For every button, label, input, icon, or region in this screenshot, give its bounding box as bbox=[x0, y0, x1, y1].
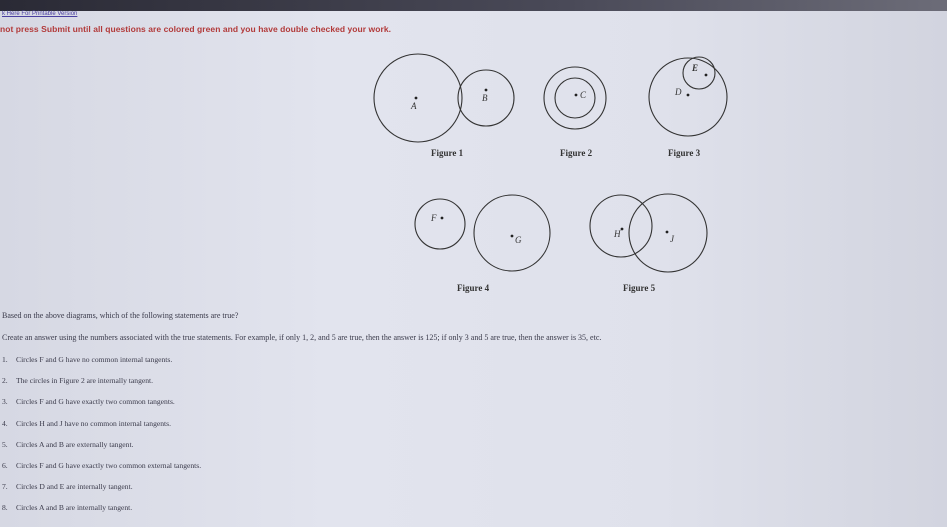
point-g bbox=[511, 235, 514, 238]
statement-number: 6. bbox=[2, 460, 8, 470]
statement-number: 7. bbox=[2, 482, 8, 492]
statement-item bbox=[2, 503, 201, 524]
statement-text: Circles A and B are internally tangent. bbox=[16, 503, 133, 513]
point-f bbox=[441, 217, 444, 220]
statement-item bbox=[2, 376, 201, 397]
point-c bbox=[575, 94, 578, 97]
statement-text: Circles F and G have no common internal tangents. bbox=[16, 355, 173, 364]
statement-item bbox=[2, 397, 201, 418]
question-prompt: Based on the above diagrams, which of the following statements are true? bbox=[2, 311, 239, 320]
circle-j bbox=[629, 194, 707, 272]
label-f: F bbox=[431, 213, 437, 223]
statement-number: 1. bbox=[2, 355, 8, 364]
circle-f bbox=[415, 199, 465, 249]
statement-list bbox=[2, 355, 201, 525]
circle-e bbox=[683, 57, 715, 89]
statement-number: 2. bbox=[2, 376, 8, 386]
caption-figure-4: Figure 4 bbox=[457, 283, 490, 293]
label-b: B bbox=[482, 93, 488, 103]
label-g: G bbox=[515, 235, 522, 245]
statement-item bbox=[2, 355, 201, 376]
label-a: A bbox=[411, 101, 417, 111]
statement-item bbox=[2, 461, 201, 482]
circle-h bbox=[590, 195, 652, 257]
statement-item bbox=[2, 440, 201, 461]
point-b bbox=[485, 89, 488, 92]
point-j bbox=[666, 231, 669, 234]
statement-number: 5. bbox=[2, 439, 8, 449]
statement-number: 3. bbox=[2, 397, 8, 407]
statement-text: Circles H and J have no common internal tangents. bbox=[16, 418, 172, 428]
circle-g bbox=[474, 195, 550, 271]
statement-text: Circles F and G have exactly two common external tangents. bbox=[16, 460, 202, 470]
statement-text: Circles A and B are externally tangent. bbox=[16, 439, 134, 449]
point-d bbox=[687, 94, 690, 97]
answer-instruction: Create an answer using the numbers associated with the true statements. For example, if only 1, 2, and 5 are true, then the answer is 125; if only 3 and 5 are true, then the answer is 35, etc. bbox=[2, 333, 602, 342]
statement-number: 8. bbox=[2, 503, 8, 513]
statement-number: 4. bbox=[2, 418, 8, 428]
label-j: J bbox=[670, 234, 674, 244]
label-h: H bbox=[614, 229, 621, 239]
label-e: E bbox=[692, 63, 699, 73]
statement-item bbox=[2, 419, 201, 440]
statement-text: Circles F and G have exactly two common tangents. bbox=[16, 397, 175, 407]
caption-figure-3: Figure 3 bbox=[668, 148, 701, 158]
statement-text: The circles in Figure 2 are internally tangent. bbox=[16, 376, 154, 386]
statement-item bbox=[2, 482, 201, 503]
circle-c-inner bbox=[555, 78, 595, 118]
statement-text: Circles D and E are internally tangent. bbox=[16, 482, 133, 492]
circle-d bbox=[649, 58, 727, 136]
point-a bbox=[415, 97, 418, 100]
label-d: D bbox=[675, 87, 682, 97]
caption-figure-2: Figure 2 bbox=[560, 148, 593, 158]
point-h bbox=[621, 228, 624, 231]
caption-figure-1: Figure 1 bbox=[431, 148, 464, 158]
label-c: C bbox=[580, 90, 587, 100]
caption-figure-5: Figure 5 bbox=[623, 283, 656, 293]
point-e bbox=[705, 74, 708, 77]
circle-c-outer bbox=[544, 67, 606, 129]
submit-warning: not press Submit until all questions are colored green and you have double checked your work. bbox=[0, 24, 392, 34]
circle-a bbox=[374, 54, 462, 142]
printable-version-link[interactable]: k Here For Printable Version bbox=[2, 11, 78, 17]
